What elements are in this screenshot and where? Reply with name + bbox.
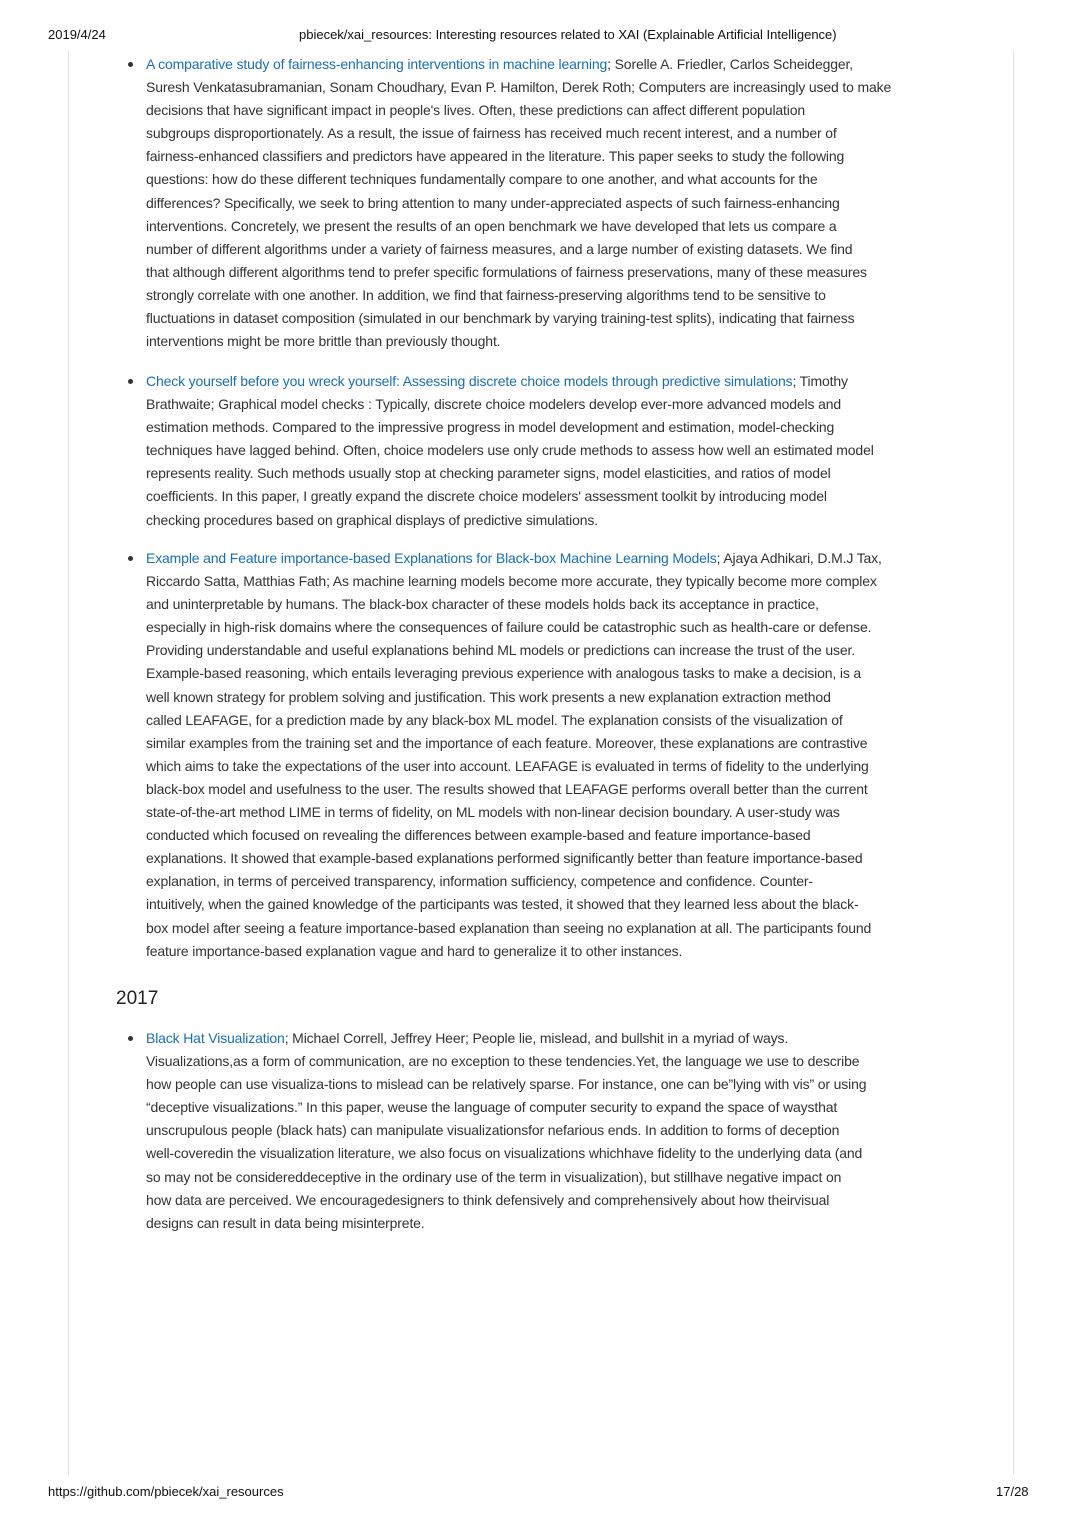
abstract-line: Example-based reasoning, which entails leveraging previous experience with analogous tasks to make a decision, is a: [146, 665, 862, 682]
bullet-icon: [128, 556, 133, 561]
abstract-line: coefficients. In this paper, I greatly expand the discrete choice modelers' assessment toolkit by introducing model: [146, 488, 827, 505]
abstract-line: which aims to take the expectations of the user into account. LEAFAGE is evaluated in terms of fidelity to the underlying: [146, 757, 869, 774]
abstract-line: “deceptive visualizations.” In this paper, weuse the language of computer security to expand the space of waysthat: [146, 1099, 838, 1116]
paper-link[interactable]: Check yourself before you wreck yourself: Assessing discrete choice models through predictive simulations: [146, 373, 793, 389]
abstract-line: Visualizations,as a form of communication, are no exception to these tendencies.Yet, the language we use to describe: [146, 1053, 860, 1070]
abstract-line: number of different algorithms under a variety of fairness measures, and a large number of existing datasets. We find: [146, 240, 853, 257]
bullet-icon: [128, 62, 133, 67]
abstract-line: that although different algorithms tend to prefer specific formulations of fairness preservations, many of these measures: [146, 263, 867, 280]
paper-link[interactable]: A comparative study of fairness-enhancing interventions in machine learning: [146, 56, 608, 72]
abstract-line: estimation methods. Compared to the impressive progress in model development and estimation, model-checking: [146, 419, 835, 436]
left-border: [68, 50, 69, 1475]
abstract-line: well-coveredin the visualization literature, we also focus on visualizations whichhave fidelity to the underlying data (and: [146, 1145, 863, 1162]
abstract-line: unscrupulous people (black hats) can manipulate visualizationsfor nefarious ends. In addition to forms of deception: [146, 1122, 840, 1139]
abstract-line: checking procedures based on graphical displays of predictive simulations.: [146, 511, 598, 528]
authors-text: ; Michael Correll, Jeffrey Heer; People lie, mislead, and bullshit in a myriad of ways.: [284, 1030, 789, 1046]
abstract-line: so may not be considereddeceptive in the ordinary use of the term in visualization), but stillhave negative impact on: [146, 1168, 842, 1185]
abstract-line: conducted which focused on revealing the differences between example-based and feature importance-based: [146, 827, 811, 844]
abstract-line: well known strategy for problem solving and justification. This work presents a new explanation extraction method: [146, 688, 831, 705]
abstract-line: black-box model and usefulness to the user. The results showed that LEAFAGE performs overall better than the current: [146, 780, 868, 797]
text-line: [146, 370, 976, 393]
right-border: [1013, 50, 1014, 1475]
print-date: 2019/4/24: [48, 27, 106, 42]
resource-list-item: [146, 53, 976, 353]
abstract-line: Suresh Venkatasubramanian, Sonam Choudhary, Evan P. Hamilton, Derek Roth; Computers are increasingly used to make: [146, 79, 892, 96]
resource-list-item: [146, 1027, 976, 1235]
abstract-line: decisions that have significant impact in people's lives. Often, these predictions can affect different population: [146, 102, 806, 119]
abstract-line: differences? Specifically, we seek to bring attention to many under-appreciated aspects of such fairness-enhancing: [146, 194, 840, 211]
abstract-line: fairness-enhanced classifiers and predictors have appeared in the literature. This paper seeks to study the following: [146, 148, 845, 165]
abstract-line: Riccardo Satta, Matthias Fath; As machine learning models become more accurate, they typically become more complex: [146, 573, 877, 590]
abstract-line: similar examples from the training set and the importance of each feature. Moreover, these explanations are contrastive: [146, 734, 868, 751]
abstract-line: especially in high-risk domains where the consequences of failure could be catastrophic such as health-care or defense.: [146, 619, 872, 636]
text-line: [146, 547, 976, 570]
abstract-line: questions: how do these different techniques fundamentally compare to one another, and what accounts for the: [146, 171, 818, 188]
text-line: [146, 53, 976, 76]
abstract-line: intuitively, when the gained knowledge of the participants was tested, it showed that they learned less about the black-: [146, 896, 859, 913]
bullet-icon: [128, 1036, 133, 1041]
abstract-line: how people can use visualiza-tions to mislead can be relatively sparse. For instance, one can be”lying with vis” or using: [146, 1076, 867, 1093]
abstract-line: subgroups disproportionately. As a result, the issue of fairness has received much recent interest, and a number of: [146, 125, 837, 142]
abstract-line: explanations. It showed that example-based explanations performed significantly better than feature importance-based: [146, 850, 863, 867]
year-heading-2017: 2017: [116, 988, 159, 1009]
authors-text: ; Ajaya Adhikari, D.M.J Tax,: [716, 550, 882, 566]
abstract-line: represents reality. Such methods usually stop at checking parameter signs, model elasticities, and ratios of model: [146, 465, 831, 482]
abstract-line: strongly correlate with one another. In addition, we find that fairness-preserving algorithms tend to be sensitive to: [146, 286, 826, 303]
text-line: [146, 1027, 976, 1050]
abstract-line: techniques have lagged behind. Often, choice modelers use only crude methods to assess how well an estimated model: [146, 442, 874, 459]
abstract-line: and uninterpretable by humans. The black-box character of these models holds back its acceptance in practice,: [146, 596, 819, 613]
abstract-line: Providing understandable and useful explanations behind ML models or predictions can increase the trust of the user.: [146, 642, 855, 659]
abstract-line: interventions might be more brittle than previously thought.: [146, 333, 501, 350]
abstract-line: Brathwaite; Graphical model checks : Typically, discrete choice modelers develop ever-more advanced models and: [146, 396, 841, 413]
authors-text: ; Sorelle A. Friedler, Carlos Scheidegger,: [607, 56, 853, 72]
abstract-line: designs can result in data being misinterprete.: [146, 1214, 425, 1231]
footer-url: https://github.com/pbiecek/xai_resources: [48, 1484, 284, 1499]
abstract-line: fluctuations in dataset composition (simulated in our benchmark by varying training-test splits), indicating that fairness: [146, 310, 855, 327]
abstract-line: state-of-the-art method LIME in terms of fidelity, on ML models with non-linear decision boundary. A user-study was: [146, 804, 840, 821]
bullet-icon: [128, 379, 133, 384]
paper-link[interactable]: Black Hat Visualization: [146, 1030, 285, 1046]
abstract-line: how data are perceived. We encouragedesigners to think defensively and comprehensively about how theirvisual: [146, 1191, 830, 1208]
page-title: pbiecek/xai_resources: Interesting resources related to XAI (Explainable Artificial Intelligence): [299, 27, 837, 42]
abstract-line: box model after seeing a feature importance-based explanation than seeing no explanation at all. The participants found: [146, 919, 872, 936]
abstract-line: interventions. Concretely, we present the results of an open benchmark we have developed that lets us compare a: [146, 217, 837, 234]
authors-text: ; Timothy: [792, 373, 848, 389]
abstract-line: called LEAFAGE, for a prediction made by any black-box ML model. The explanation consists of the visualization of: [146, 711, 843, 728]
abstract-line: explanation, in terms of perceived transparency, information sufficiency, competence and confidence. Counter-: [146, 873, 813, 890]
resource-list-item: [146, 547, 976, 963]
abstract-line: feature importance-based explanation vague and hard to generalize it to other instances.: [146, 942, 683, 959]
paper-link[interactable]: Example and Feature importance-based Explanations for Black-box Machine Learning Models: [146, 550, 717, 566]
resource-list-item: [146, 370, 976, 532]
page-number: 17/28: [996, 1484, 1029, 1499]
